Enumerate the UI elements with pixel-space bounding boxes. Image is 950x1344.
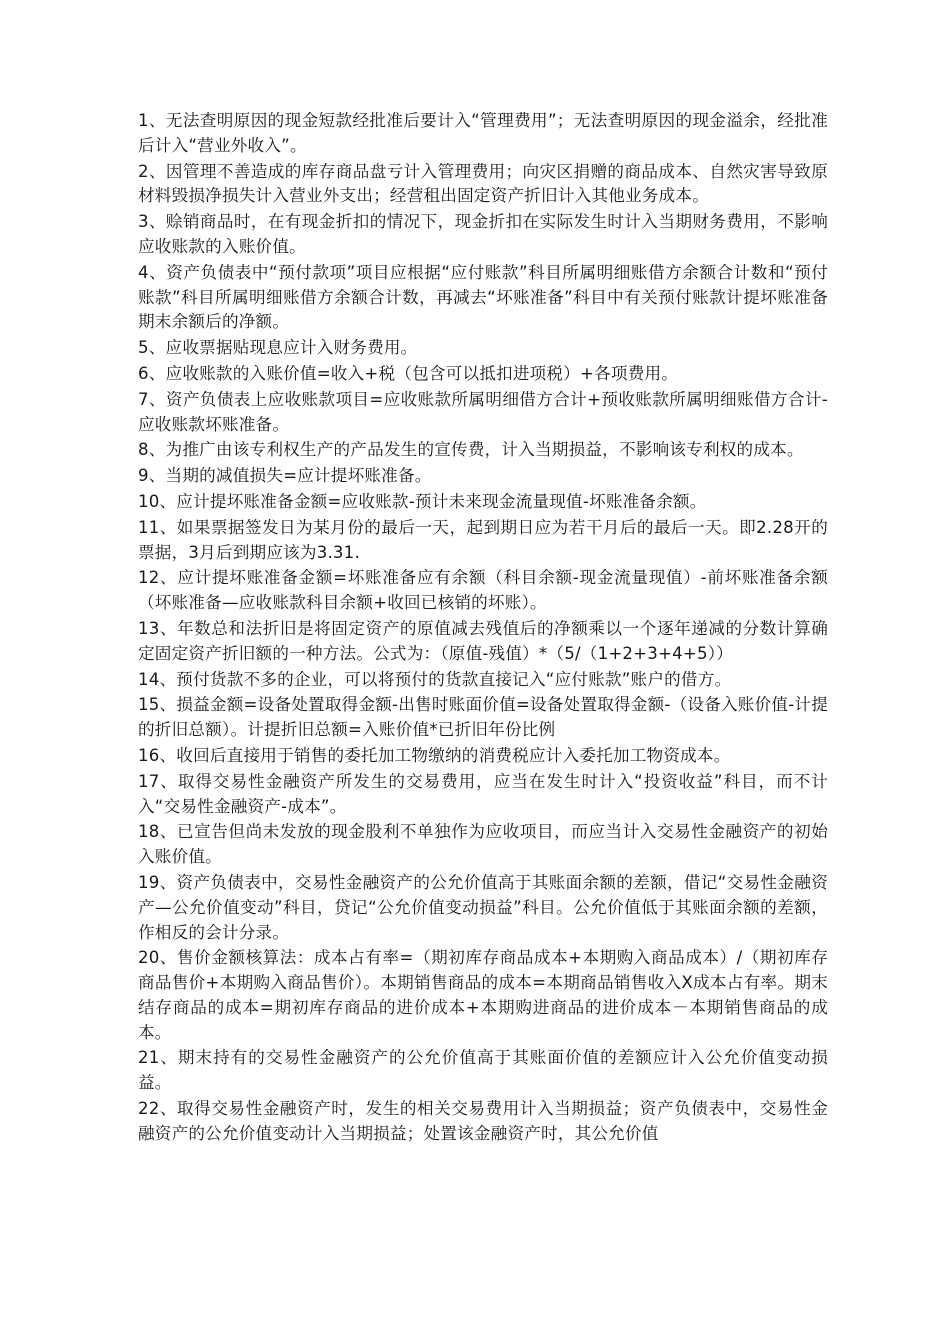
note-item-12: 12、应计提坏账准备金额=坏账准备应有余额（科目余额-现金流量现值）-前坏账准备余额（坏账准备—应收账款科目余额+收回已核销的坏账）。 — [138, 568, 828, 613]
note-item-16: 16、收回后直接用于销售的委托加工物缴纳的消费税应计入委托加工物资成本。 — [138, 745, 731, 765]
note-item-5: 5、应收票据贴现息应计入财务费用。 — [138, 338, 418, 358]
note-item-21: 21、期末持有的交易性金融资产的公允价值高于其账面价值的差额应计入公允价值变动损益。 — [138, 1048, 828, 1093]
note-item-19: 19、资产负债表中，交易性金融资产的公允价值高于其账面余额的差额，借记“交易性金融资产—公允价值变动”科目，贷记“公允价值变动损益”科目。公允价值低于其账面余额的差额，作相反的会计分录。 — [138, 872, 828, 942]
note-item-1: 1、无法查明原因的现金短款经批准后要计入“管理费用”；无法查明原因的现金溢余，经批准后计入“营业外收入”。 — [138, 111, 828, 155]
note-item-6: 6、应收账款的入账价值=收入+税（包含可以抵扣进项税）+各项费用。 — [138, 363, 679, 383]
note-item-13: 13、年数总和法折旧是将固定资产的原值减去残值后的净额乘以一个逐年递减的分数计算确定固定资产折旧额的一种方法。公式为：（原值-残值）*（5/（1+2+3+4+5）） — [138, 618, 828, 663]
note-item-14: 14、预付货款不多的企业，可以将预付的货款直接记入“应付账款”账户的借方。 — [138, 669, 732, 689]
note-item-4: 4、资产负债表中“预付款项”项目应根据“应付账款”科目所属明细账借方余额合计数和“预付账款”科目所属明细账借方余额合计数，再减去“坏账准备”科目中有关预付账款计提坏账准备期末余额后的净额。 — [138, 262, 828, 332]
note-item-7: 7、资产负债表上应收账款项目=应收账款所属明细借方合计+预收账款所属明细账借方合计-应收账款坏账准备。 — [138, 389, 828, 434]
note-item-20: 20、售价金额核算法：成本占有率=（期初库存商品成本+本期购入商品成本）/（期初库存商品售价+本期购入商品售价）。本期销售商品的成本=本期商品销售收入X成本占有率。期末结存商品的成本=期初库存商品的进价成本+本期购进商品的进价成本－本期销售商品的成本。 — [138, 948, 828, 1042]
note-item-17: 17、取得交易性金融资产所发生的交易费用，应当在发生时计入“投资收益”科目，而不计入“交易性金融资产-成本”。 — [138, 771, 828, 816]
note-item-2: 2、因管理不善造成的库存商品盘亏计入管理费用；向灾区捐赠的商品成本、自然灾害导致原材料毁损净损失计入营业外支出；经营租出固定资产折旧计入其他业务成本。 — [138, 161, 828, 206]
note-item-10: 10、应计提坏账准备金额=应收账款-预计未来现金流量现值-坏账准备余额。 — [138, 491, 707, 511]
note-item-3: 3、赊销商品时，在有现金折扣的情况下，现金折扣在实际发生时计入当期财务费用，不影响应收账款的入账价值。 — [138, 212, 828, 256]
note-item-22: 22、取得交易性金融资产时，发生的相关交易费用计入当期损益；资产负债表中，交易性金融资产的公允价值变动计入当期损益；处置该金融资产时，其公允价值 — [138, 1099, 828, 1143]
note-item-18: 18、已宣告但尚未发放的现金股利不单独作为应收项目，而应当计入交易性金融资产的初始入账价值。 — [138, 822, 828, 867]
note-item-15: 15、损益金额=设备处置取得金额-出售时账面价值=设备处置取得金额-（设备入账价值-计提的折旧总额）。计提折旧总额=入账价值*已折旧年份比例 — [138, 695, 828, 740]
note-item-11: 11、如果票据签发日为某月份的最后一天，起到期日应为若干月后的最后一天。即2.28开的票据，3月后到期应该为3.31. — [138, 517, 828, 562]
note-item-9: 9、当期的减值损失=应计提坏账准备。 — [138, 466, 432, 486]
note-item-8: 8、为推广由该专利权生产的产品发生的宣传费，计入当期损益，不影响该专利权的成本。 — [138, 440, 804, 460]
document-body — [138, 109, 828, 1148]
